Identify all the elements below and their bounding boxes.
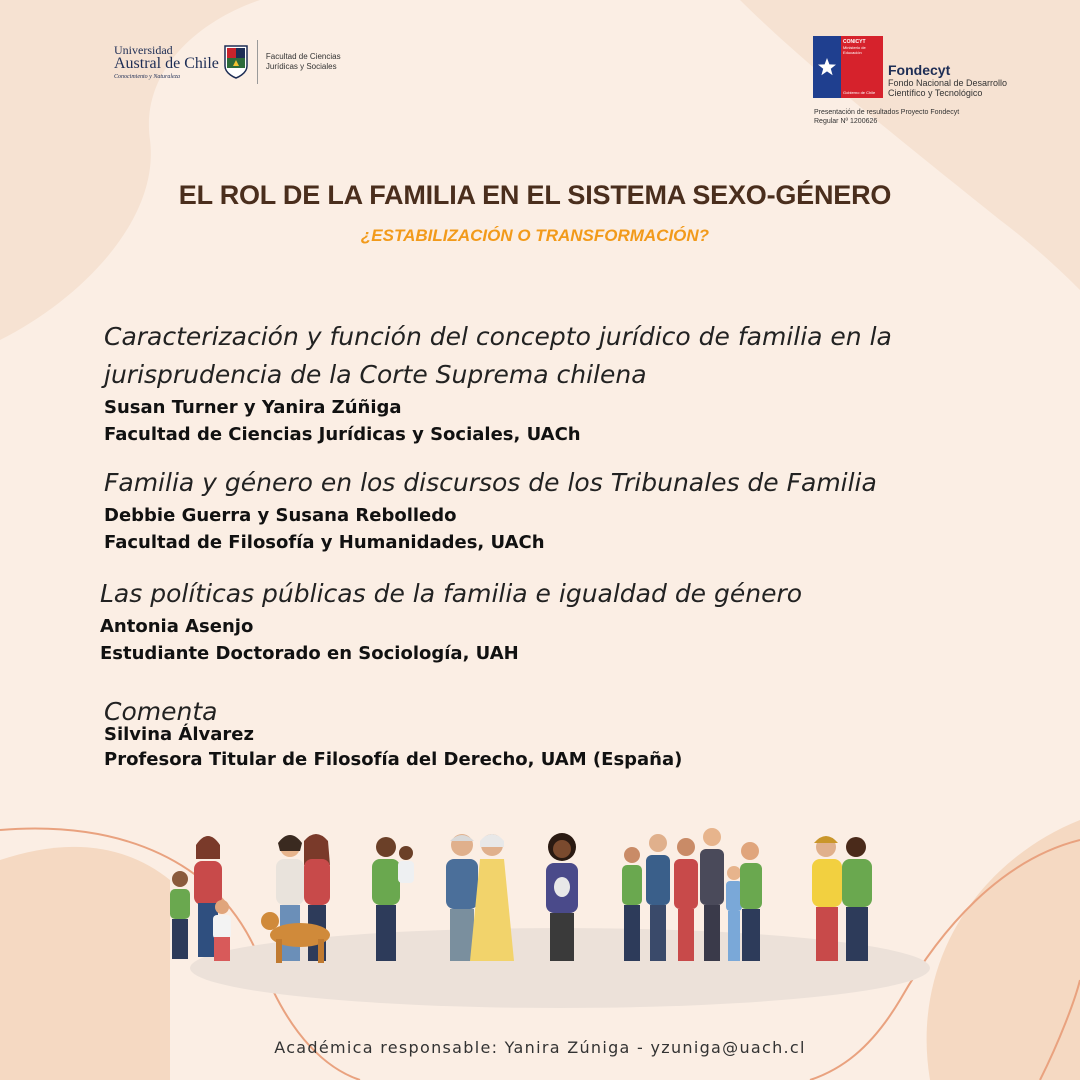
fondecyt-name: Fondecyt xyxy=(888,62,951,78)
family-father-child xyxy=(372,837,414,961)
talk-speakers: Antonia Asenjo xyxy=(100,616,254,637)
uach-faculty xyxy=(266,52,341,72)
talk-title: Caracterización y función del concepto jurídico de familia en la xyxy=(104,322,892,351)
fondecyt-badge-top: CONICYT xyxy=(843,39,866,45)
fondecyt-badge-ministry: Ministerio de Educación xyxy=(843,45,866,55)
family-couple-dog xyxy=(261,834,330,963)
talk-title: Las políticas públicas de la familia e igualdad de género xyxy=(100,579,803,608)
uach-divider xyxy=(257,40,258,84)
family-large-group xyxy=(622,828,762,961)
commentator-affiliation: Profesora Titular de Filosofía del Derecho, UAM (España) xyxy=(104,749,683,770)
page-subtitle: ¿ESTABILIZACIÓN O TRANSFORMACIÓN? xyxy=(360,226,710,245)
uach-wordmark xyxy=(114,44,219,80)
talk-title-continued: jurisprudencia de la Corte Suprema chilena xyxy=(104,360,647,389)
talk-title: Familia y género en los discursos de los Tribunales de Familia xyxy=(104,468,877,497)
talk-speakers: Susan Turner y Yanira Zúñiga xyxy=(104,397,402,418)
uach-crest-icon xyxy=(223,44,249,80)
family-mother-children xyxy=(170,836,231,961)
talk-3 xyxy=(100,575,802,667)
fondecyt-subtitle xyxy=(888,78,1007,98)
fondecyt-red-panel xyxy=(841,36,883,98)
talk-speakers: Debbie Guerra y Susana Rebolledo xyxy=(104,505,457,526)
comment-heading: Comenta xyxy=(104,697,218,726)
fondecyt-caption-line1: Presentación de resultados Proyecto Fondecyt xyxy=(814,109,960,116)
fondecyt-sub-line1: Fondo Nacional de Desarrollo xyxy=(888,78,1008,88)
commentator xyxy=(104,695,682,773)
talk-affiliation: Estudiante Doctorado en Sociología, UAH xyxy=(100,643,519,664)
fondecyt-badge xyxy=(813,36,883,98)
uach-faculty-line1: Facultad de Ciencias xyxy=(265,52,341,61)
family-woman-cat xyxy=(546,833,578,961)
chile-star-icon xyxy=(817,57,837,77)
talk-affiliation: Facultad de Filosofía y Humanidades, UACh xyxy=(104,532,545,553)
family-elderly-couple xyxy=(446,834,514,961)
talk-1 xyxy=(104,318,892,448)
fondecyt-caption-line2: Regular Nº 1200626 xyxy=(814,118,878,125)
uach-logo xyxy=(114,40,341,84)
uach-line2: Austral de Chile xyxy=(114,55,219,72)
talk-2 xyxy=(104,464,877,556)
fondecyt-sub-line2: Científico y Tecnológico xyxy=(888,88,983,98)
page-title: EL ROL DE LA FAMILIA EN EL SISTEMA SEXO-GÉNERO xyxy=(178,180,892,210)
commentator-name: Silvina Álvarez xyxy=(104,724,254,745)
fondecyt-caption xyxy=(814,108,959,126)
uach-line1: Universidad xyxy=(114,43,173,57)
family-two-men xyxy=(812,836,872,961)
uach-faculty-line2: Jurídicas y Sociales xyxy=(265,62,337,71)
footer-contact: Académica responsable: Yanira Zúniga - yzuniga@uach.cl xyxy=(274,1038,806,1057)
fondecyt-blue-panel xyxy=(813,36,841,98)
talk-affiliation: Facultad de Ciencias Jurídicas y Sociales, UACh xyxy=(104,424,581,445)
uach-motto: Conocimiento y Naturaleza xyxy=(114,74,180,80)
fondecyt-badge-bottom: Gobierno de Chile xyxy=(843,90,876,95)
families-illustration xyxy=(150,825,910,985)
